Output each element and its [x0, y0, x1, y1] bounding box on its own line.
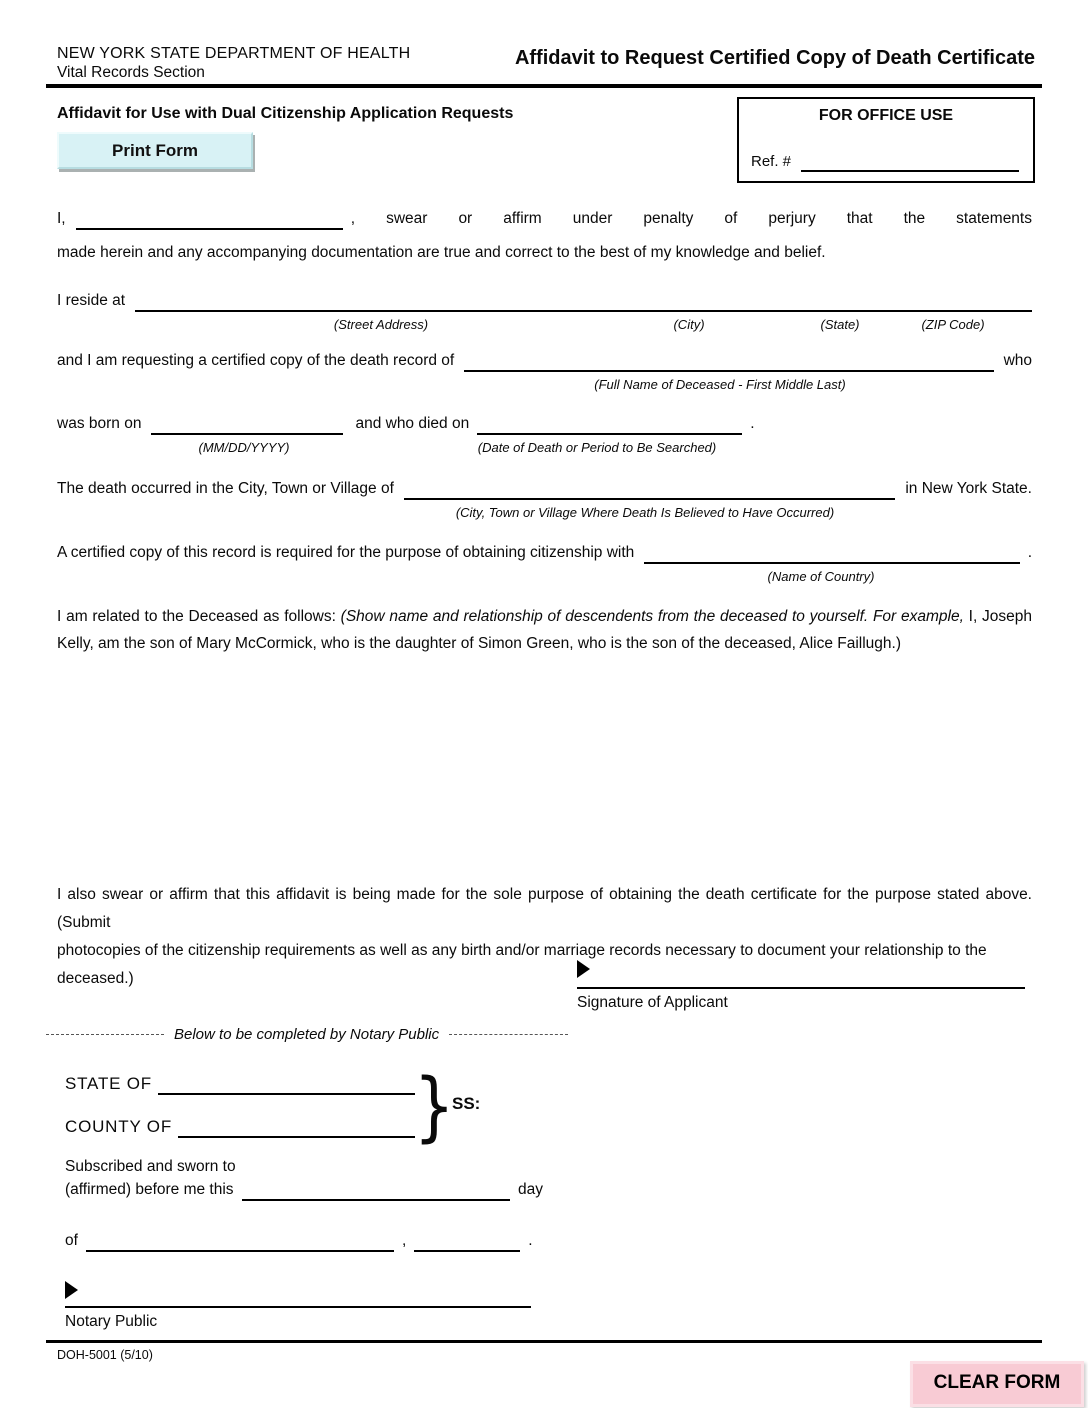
purpose-paragraph	[57, 542, 1032, 583]
place-line	[57, 478, 1032, 500]
residence-line	[57, 290, 1032, 312]
sworn-block	[65, 1156, 543, 1201]
residence-address-field[interactable]	[135, 290, 1032, 312]
ref-number-row	[751, 150, 1019, 172]
relation-note: (Show name and relationship of descendents from the deceased to yourself. For example,	[340, 608, 969, 625]
residence-captions	[57, 314, 1032, 331]
relation-lead: I am related to the Deceased as follows:	[57, 608, 341, 625]
ss-label: SS:	[452, 1094, 481, 1113]
sole-purpose-line1: I also swear or affirm that this affidavit is being made for the sole purpose of obtaining the death certificate for the purpose stated above. (Submit	[57, 886, 1032, 931]
office-use-box	[737, 97, 1035, 183]
birth-date-field[interactable]	[151, 413, 343, 435]
deceased-name-field[interactable]	[464, 350, 993, 372]
office-use-title: FOR OFFICE USE	[818, 107, 954, 124]
dates-paragraph	[57, 413, 757, 454]
notary-signature-block	[65, 1281, 531, 1331]
death-place-caption: (City, Town or Village Where Death Is Believed to Have Occurred)	[455, 505, 835, 520]
county-of-field[interactable]	[178, 1116, 415, 1138]
state-of-label: STATE OF	[65, 1074, 152, 1093]
purpose-period: .	[1027, 544, 1032, 561]
residence-lead: I reside at	[57, 292, 126, 309]
ref-number-field[interactable]	[801, 150, 1019, 172]
place-lead: The death occurred in the City, Town or Village of	[57, 480, 394, 497]
sworn-day-field[interactable]	[242, 1179, 510, 1201]
sworn-line1: Subscribed and sworn to	[65, 1158, 236, 1175]
request-lead: and I am requesting a certified copy of the death record of	[57, 352, 455, 369]
zip-caption: (ZIP Code)	[921, 317, 985, 332]
oath-lead: I,	[57, 210, 66, 227]
oath-line2: made herein and any accompanying documentation are true and correct to the best of my knowledge and belief.	[57, 244, 826, 261]
year-field[interactable]	[414, 1230, 520, 1252]
place-tail: in New York State.	[905, 480, 1032, 497]
sworn-line2-lead: (affirmed) before me this	[65, 1181, 234, 1198]
applicant-name-field[interactable]	[76, 208, 343, 230]
request-captions	[57, 374, 1032, 391]
request-tail: who	[1003, 352, 1032, 369]
state-of-line	[65, 1073, 415, 1095]
divider-dash-right	[449, 1034, 568, 1035]
purpose-lead: A certified copy of this record is required for the purpose of obtaining citizenship with	[57, 544, 635, 561]
notary-divider-label: Below to be completed by Notary Public	[174, 1026, 440, 1043]
print-form-button[interactable]: Print Form	[57, 132, 253, 169]
place-captions	[57, 502, 1032, 519]
dates-line	[57, 413, 757, 435]
county-of-line	[65, 1116, 415, 1138]
purpose-line	[57, 542, 1032, 564]
purpose-captions	[57, 566, 1032, 583]
agency-name: NEW YORK STATE DEPARTMENT OF HEALTH	[57, 45, 411, 62]
applicant-signature-field[interactable]	[577, 986, 1025, 989]
country-field[interactable]	[644, 542, 1019, 564]
oath-line1	[57, 208, 1032, 230]
ref-number-label: Ref. #	[751, 153, 792, 170]
ss-brace-glyph: }	[413, 1061, 455, 1150]
relation-example: I, Joseph Kelly, am the son of Mary McCormick, who is the daughter of Simon Green, who is the son of the deceased, Alice Faillugh.)	[57, 608, 1032, 652]
form-title: Affidavit to Request Certified Copy of Death Certificate	[514, 47, 1035, 69]
header-divider	[46, 84, 1042, 88]
birth-date-caption: (MM/DD/YYYY)	[198, 440, 290, 455]
state-caption: (State)	[820, 317, 860, 332]
notary-divider	[46, 1026, 568, 1043]
month-field[interactable]	[86, 1230, 394, 1252]
sworn-day-label: day	[518, 1181, 543, 1198]
divider-dash-left	[46, 1034, 164, 1035]
city-caption: (City)	[673, 317, 705, 332]
place-paragraph	[57, 478, 1032, 519]
dates-period: .	[750, 415, 755, 432]
of-label: of	[65, 1232, 78, 1249]
notary-jurisdiction-block	[65, 1073, 415, 1138]
applicant-signature-caption: Signature of Applicant	[577, 994, 728, 1011]
period-mark: .	[528, 1232, 533, 1249]
street-address-caption: (Street Address)	[333, 317, 429, 332]
notary-signature-caption: Notary Public	[65, 1313, 158, 1330]
signature-arrow-icon	[577, 960, 590, 978]
request-line	[57, 350, 1032, 372]
death-date-field[interactable]	[477, 413, 742, 435]
country-caption: (Name of Country)	[767, 569, 875, 584]
notary-signature-field[interactable]	[65, 1305, 531, 1308]
request-paragraph	[57, 350, 1032, 391]
footer-divider	[46, 1340, 1042, 1343]
state-of-field[interactable]	[158, 1073, 415, 1095]
relation-paragraph	[57, 603, 1032, 657]
month-year-line	[65, 1230, 545, 1252]
sole-purpose-line2: photocopies of the citizenship requirements as well as any birth and/or marriage records necessary to document your relationship to the deceased.)	[57, 942, 987, 987]
county-of-label: COUNTY OF	[65, 1117, 173, 1136]
applicant-signature-block	[577, 960, 1025, 1012]
deceased-name-caption: (Full Name of Deceased - First Middle Last)	[594, 377, 846, 392]
oath-paragraph	[57, 208, 1032, 264]
residence-paragraph	[57, 290, 1032, 331]
clear-form-button[interactable]: CLEAR FORM	[910, 1361, 1084, 1407]
sworn-line2	[65, 1179, 543, 1201]
form-number: DOH-5001 (5/10)	[57, 1348, 153, 1362]
oath-tail: , swear or affirm under penalty of perjury that the statements	[350, 210, 1032, 227]
form-subtitle: Affidavit for Use with Dual Citizenship Application Requests	[57, 105, 514, 122]
death-date-caption: (Date of Death or Period to Be Searched)	[477, 440, 717, 455]
agency-section: Vital Records Section	[57, 64, 205, 81]
comma-separator: ,	[401, 1232, 407, 1249]
death-place-field[interactable]	[404, 478, 895, 500]
dates-captions	[57, 437, 757, 454]
notary-arrow-icon	[65, 1281, 78, 1299]
died-lead: and who died on	[355, 415, 470, 432]
born-lead: was born on	[57, 415, 142, 432]
agency-block	[57, 44, 410, 82]
